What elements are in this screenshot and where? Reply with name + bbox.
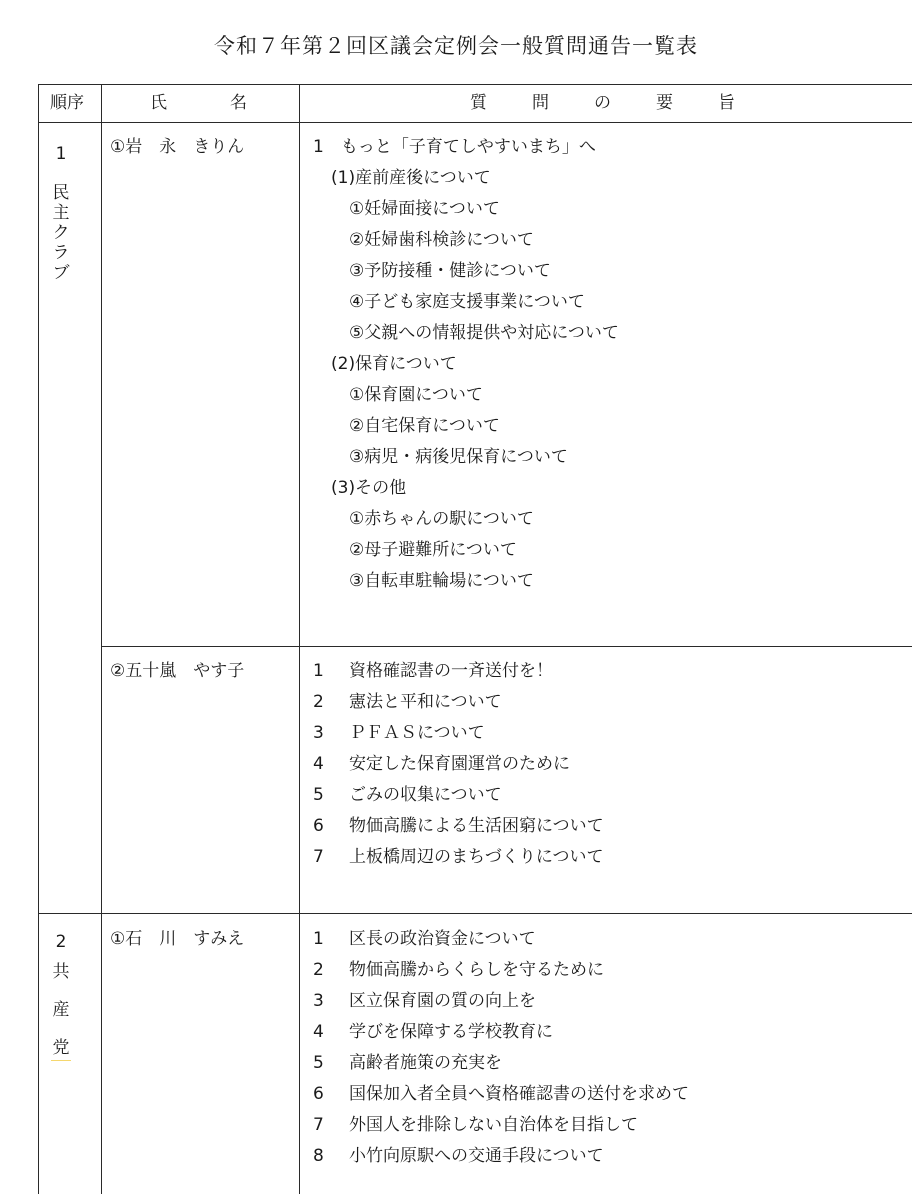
question-item [313, 986, 689, 1017]
question-item [313, 842, 604, 873]
table-left-border [38, 84, 39, 1194]
question-number: 4 [313, 1022, 324, 1042]
question-item [313, 780, 604, 811]
question-number: 2 [313, 692, 324, 712]
question-text: 物価高騰による生活困窮について [349, 816, 604, 836]
question-item [313, 687, 604, 718]
question-item: ②母子避難所について [349, 540, 517, 560]
header-summary-1: 質 [470, 93, 487, 113]
question-text: 外国人を排除しない自治体を目指して [349, 1115, 638, 1135]
question-text: 上板橋周辺のまちづくりについて [349, 847, 604, 867]
party-char: 共 [52, 962, 70, 982]
question-item: ①赤ちゃんの駅について [349, 509, 534, 529]
question-item [313, 1079, 689, 1110]
question-item [313, 811, 604, 842]
party-char: ク [52, 223, 70, 243]
party-char: 民 [52, 183, 70, 203]
member-name: ①岩 永 きりん [110, 137, 245, 157]
question-number: 1 [313, 929, 324, 949]
member-divider [101, 646, 912, 647]
member-name: ①石 川 すみえ [110, 929, 245, 949]
question-item [313, 924, 689, 955]
page-title: 令和７年第２回区議会定例会一般質問通告一覧表 [214, 34, 698, 58]
question-number: 2 [313, 960, 324, 980]
header-name-1: 氏 [150, 93, 167, 113]
question-text: ＰＦＡＳについて [349, 723, 485, 743]
header-name-2: 名 [230, 93, 247, 113]
question-text: 国保加入者全員へ資格確認書の送付を求めて [349, 1084, 689, 1104]
question-text: 物価高騰からくらしを守るために [349, 960, 604, 980]
question-text: 高齢者施策の充実を [349, 1053, 502, 1073]
header-summary-5: 旨 [718, 93, 735, 113]
question-item: ⑤父親への情報提供や対応について [349, 323, 619, 343]
question-number: 3 [313, 723, 324, 743]
member-name: ②五十嵐 やす子 [110, 661, 245, 681]
question-number: 6 [313, 816, 324, 836]
question-number: 5 [313, 785, 324, 805]
question-number: 1 [313, 661, 324, 681]
header-summary-4: 要 [656, 93, 673, 113]
question-list [313, 132, 619, 597]
question-item: (3)その他 [331, 478, 407, 498]
question-item: ②自宅保育について [349, 416, 500, 436]
question-item [313, 1017, 689, 1048]
party-char: ラ [52, 243, 70, 263]
question-item: (1)産前産後について [331, 168, 491, 188]
question-number: 8 [313, 1146, 324, 1166]
group-order-1: 1 [55, 144, 67, 164]
question-text: 区立保育園の質の向上を [349, 991, 536, 1011]
question-number: 7 [313, 1115, 324, 1135]
question-item [313, 1141, 689, 1172]
party-name-2 [51, 962, 71, 1061]
party-char: 産 [52, 1000, 70, 1020]
question-number: 3 [313, 991, 324, 1011]
question-item: ③予防接種・健診について [349, 261, 551, 281]
question-item [313, 656, 604, 687]
question-text: 安定した保育園運営のために [349, 754, 570, 774]
header-summary-2: 問 [532, 93, 549, 113]
question-text: 資格確認書の一斉送付を！ [349, 661, 553, 681]
name-column-border [299, 84, 300, 1194]
question-number: 6 [313, 1084, 324, 1104]
group-order-2: 2 [55, 932, 67, 952]
question-list [313, 924, 689, 1172]
question-item: ④子ども家庭支援事業について [349, 292, 585, 312]
question-item: ③自転車駐輪場について [349, 571, 534, 591]
question-number: 7 [313, 847, 324, 867]
question-item: ①妊婦面接について [349, 199, 500, 219]
question-text: 憲法と平和について [349, 692, 502, 712]
question-item [313, 1048, 689, 1079]
order-column-border [101, 84, 102, 1194]
question-text: ごみの収集について [349, 785, 502, 805]
group-divider [38, 913, 912, 914]
question-item [313, 1110, 689, 1141]
header-summary-3: の [594, 93, 611, 113]
question-item: ②妊婦歯科検診について [349, 230, 534, 250]
question-number: 5 [313, 1053, 324, 1073]
question-item [313, 718, 604, 749]
question-item [313, 749, 604, 780]
question-number: 4 [313, 754, 324, 774]
party-char: 主 [52, 203, 70, 223]
question-item: 1 もっと「子育てしやすいまち」へ [313, 137, 596, 157]
question-item: ①保育園について [349, 385, 483, 405]
question-item: (2)保育について [331, 354, 457, 374]
header-bottom-border [38, 122, 912, 123]
party-name-1 [51, 183, 71, 283]
question-text: 学びを保障する学校教育に [349, 1022, 553, 1042]
header-order: 順序 [50, 93, 84, 113]
question-text: 小竹向原駅への交通手段について [349, 1146, 604, 1166]
party-char: 党 [51, 1038, 71, 1061]
question-item: ③病児・病後児保育について [349, 447, 568, 467]
question-list [313, 656, 604, 873]
question-item [313, 955, 689, 986]
party-char: ブ [52, 263, 70, 283]
question-text: 区長の政治資金について [349, 929, 536, 949]
